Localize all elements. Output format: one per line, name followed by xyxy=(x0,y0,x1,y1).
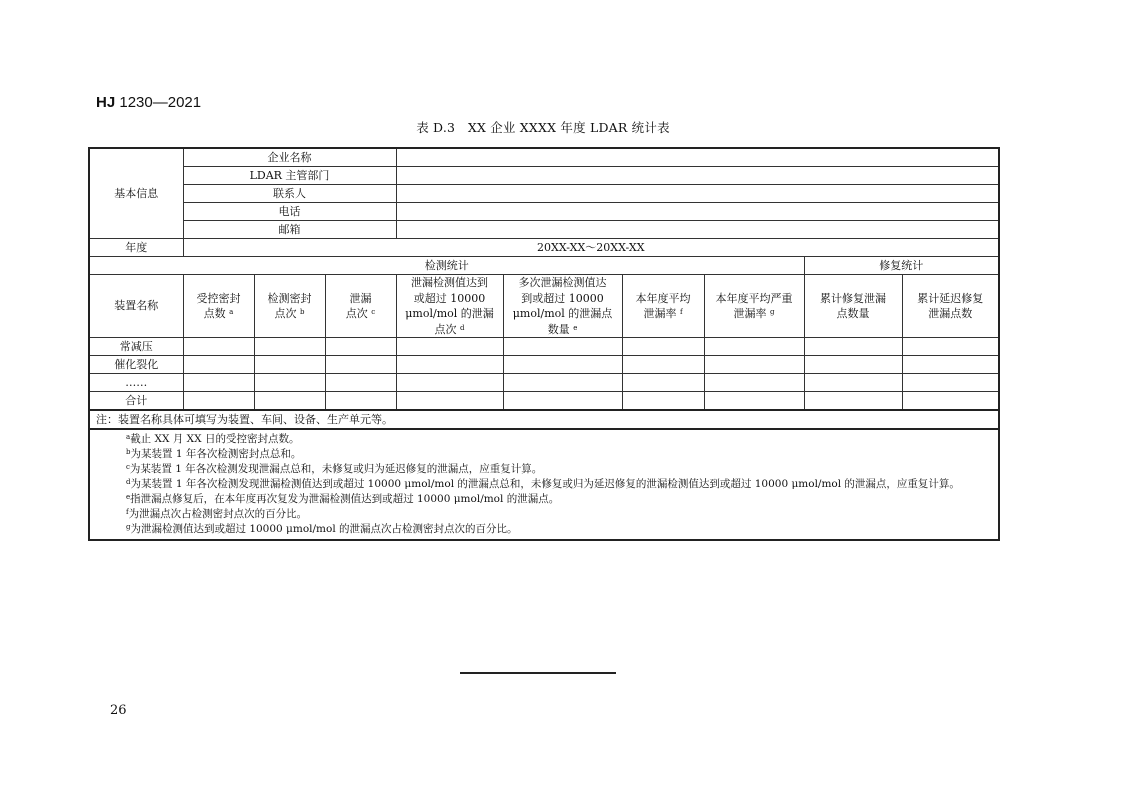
basic-info-row xyxy=(89,167,999,185)
data-cell xyxy=(503,356,622,374)
footnote-mark: g xyxy=(770,308,775,316)
column-header-row xyxy=(89,275,999,338)
footnote-text: 为某装置 1 年各次检测发现泄漏点总和，未修复或归为延迟修复的泄漏点，应重复计算。 xyxy=(129,463,543,475)
footnote-text: 为某装置 1 年各次检测密封点总和。 xyxy=(130,448,302,460)
column-header-line: 泄漏点数 xyxy=(928,307,973,320)
note-row xyxy=(89,410,999,429)
column-header xyxy=(89,275,183,338)
data-cell xyxy=(902,356,999,374)
data-cell xyxy=(254,338,325,356)
data-cell xyxy=(254,392,325,411)
column-header-line: 泄漏率 xyxy=(733,307,767,320)
data-cell xyxy=(183,392,254,411)
basic-info-field-label: 邮箱 xyxy=(183,221,396,239)
unit-name: …… xyxy=(89,374,183,392)
footnote xyxy=(120,462,990,477)
column-header xyxy=(902,275,999,338)
footnote xyxy=(120,432,990,447)
data-cell xyxy=(325,338,396,356)
footnote xyxy=(120,447,990,462)
data-cell xyxy=(704,356,804,374)
basic-info-row xyxy=(89,221,999,239)
data-cell xyxy=(396,374,503,392)
column-header-line: 本年度平均 xyxy=(635,291,691,305)
footnote xyxy=(120,507,990,522)
end-rule xyxy=(460,672,616,674)
unit-name: 合计 xyxy=(89,392,183,411)
basic-info-field-label: 联系人 xyxy=(183,185,396,203)
data-cell xyxy=(622,356,704,374)
footnote xyxy=(120,477,990,492)
table-row xyxy=(89,392,999,411)
standard-code xyxy=(96,94,201,111)
unit-name: 常减压 xyxy=(89,338,183,356)
footnote-mark: a xyxy=(126,433,131,441)
detection-statistics-header: 检测统计 xyxy=(89,257,804,275)
footnotes xyxy=(89,429,999,540)
basic-info-field-label: 企业名称 xyxy=(183,148,396,167)
data-cell xyxy=(503,374,622,392)
column-header-line: 点次 xyxy=(434,322,457,336)
column-header-line: 点数量 xyxy=(836,307,870,320)
data-cell xyxy=(254,356,325,374)
data-cell xyxy=(503,338,622,356)
data-cell xyxy=(396,338,503,356)
data-cell xyxy=(902,392,999,411)
footnote-mark: f xyxy=(679,308,683,316)
basic-info-row xyxy=(89,185,999,203)
data-cell xyxy=(804,356,902,374)
footnote-text: 指泄漏点修复后，在本年度再次复发为泄漏检测值达到或超过 10000 μmol/mol 的泄漏点。 xyxy=(130,493,560,505)
footnote xyxy=(120,492,990,507)
footnote-mark: g xyxy=(126,523,131,531)
data-cell xyxy=(325,374,396,392)
footnote-mark: d xyxy=(460,323,465,332)
basic-info-row xyxy=(89,203,999,221)
column-header xyxy=(254,275,325,338)
basic-info-field-label: 电话 xyxy=(183,203,396,221)
table-title: 表 D.3 XX 企业 XXXX 年度 LDAR 统计表 xyxy=(416,120,670,135)
basic-info-field-value xyxy=(396,221,999,239)
column-header-line: 数量 xyxy=(547,322,570,336)
footnote-mark: b xyxy=(300,308,305,316)
table-row xyxy=(89,338,999,356)
data-cell xyxy=(704,338,804,356)
footnote-text: 为某装置 1 年各次检测发现泄漏检测值达到或超过 10000 μmol/mol 的泄漏点总和，未修复或归为延迟修复的泄漏检测值达到或超过 10000 μmol/mol 的泄漏点，应重复计算。 xyxy=(130,478,960,490)
basic-info-row xyxy=(89,148,999,167)
column-header xyxy=(622,275,704,338)
column-header-line: 受控密封 xyxy=(196,291,241,305)
data-cell xyxy=(704,392,804,411)
basic-info-field-label: LDAR 主管部门 xyxy=(183,167,396,185)
column-header-line: 装置名称 xyxy=(114,299,159,313)
data-cell xyxy=(622,374,704,392)
data-cell xyxy=(804,374,902,392)
year-row xyxy=(89,239,999,257)
footnote-mark: a xyxy=(229,308,234,316)
column-header-line: 点次 xyxy=(274,307,297,320)
data-cell xyxy=(804,392,902,411)
column-header-line: 或超过 10000 xyxy=(413,291,486,305)
column-header-line: μmol/mol 的泄漏 xyxy=(405,307,494,320)
column-header-line: 泄漏检测值达到 xyxy=(411,276,489,289)
table-note: 注：装置名称具体可填写为装置、车间、设备、生产单元等。 xyxy=(89,410,999,429)
repair-statistics-header: 修复统计 xyxy=(804,257,999,275)
column-header-line: 本年度平均严重 xyxy=(715,291,793,305)
column-header-line: 累计延迟修复 xyxy=(917,291,984,305)
standard-prefix: HJ xyxy=(96,94,116,111)
column-header xyxy=(804,275,902,338)
column-header-line: 检测密封 xyxy=(267,291,312,305)
column-header xyxy=(396,275,503,338)
column-header-line: 泄漏 xyxy=(349,291,372,305)
basic-info-field-value xyxy=(396,148,999,167)
year-label: 年度 xyxy=(89,239,183,257)
standard-number: 1230—2021 xyxy=(119,94,202,111)
data-cell xyxy=(902,374,999,392)
data-cell xyxy=(902,338,999,356)
year-value: 20XX-XX～20XX-XX xyxy=(183,239,999,257)
basic-info-field-value xyxy=(396,203,999,221)
footnote-mark: b xyxy=(126,448,131,456)
page-number: 26 xyxy=(110,703,127,718)
data-cell xyxy=(503,392,622,411)
basic-info-field-value xyxy=(396,185,999,203)
column-header xyxy=(325,275,396,338)
footnote-mark: e xyxy=(573,323,578,332)
column-header xyxy=(503,275,622,338)
data-cell xyxy=(183,356,254,374)
data-cell xyxy=(804,338,902,356)
data-cell xyxy=(254,374,325,392)
footnote-text: 截止 XX 月 XX 日的受控密封点数。 xyxy=(130,433,300,445)
data-cell xyxy=(183,374,254,392)
column-header-line: 点数 xyxy=(203,307,226,320)
data-cell xyxy=(396,356,503,374)
data-cell xyxy=(622,392,704,411)
ldar-statistics-table xyxy=(88,147,1000,541)
column-header xyxy=(704,275,804,338)
column-header-line: 到或超过 10000 xyxy=(521,291,604,305)
footnote-mark: c xyxy=(371,308,376,316)
table-row xyxy=(89,356,999,374)
data-cell xyxy=(325,356,396,374)
footnotes-row xyxy=(89,429,999,540)
section-header-row xyxy=(89,257,999,275)
column-header-line: 点次 xyxy=(345,307,368,320)
table-row xyxy=(89,374,999,392)
footnote-mark: c xyxy=(126,463,130,471)
footnote-mark: d xyxy=(126,478,131,486)
footnote-text: 为泄漏点次占检测密封点次的百分比。 xyxy=(128,508,308,520)
column-header xyxy=(183,275,254,338)
data-cell xyxy=(704,374,804,392)
column-header-line: 泄漏率 xyxy=(643,307,677,320)
basic-info-label: 基本信息 xyxy=(89,148,183,239)
data-cell xyxy=(396,392,503,411)
basic-info-field-value xyxy=(396,167,999,185)
data-cell xyxy=(183,338,254,356)
unit-name: 催化裂化 xyxy=(89,356,183,374)
footnote xyxy=(120,522,990,537)
footnote-mark: f xyxy=(126,508,129,516)
footnote-mark: e xyxy=(126,493,131,501)
data-cell xyxy=(325,392,396,411)
column-header-line: 多次泄漏检测值达 xyxy=(518,276,607,289)
data-cell xyxy=(622,338,704,356)
footnote-text: 为泄漏检测值达到或超过 10000 μmol/mol 的泄漏点次占检测密封点次的百分比。 xyxy=(130,523,518,535)
column-header-line: μmol/mol 的泄漏点 xyxy=(512,307,613,320)
column-header-line: 累计修复泄漏 xyxy=(820,291,887,305)
